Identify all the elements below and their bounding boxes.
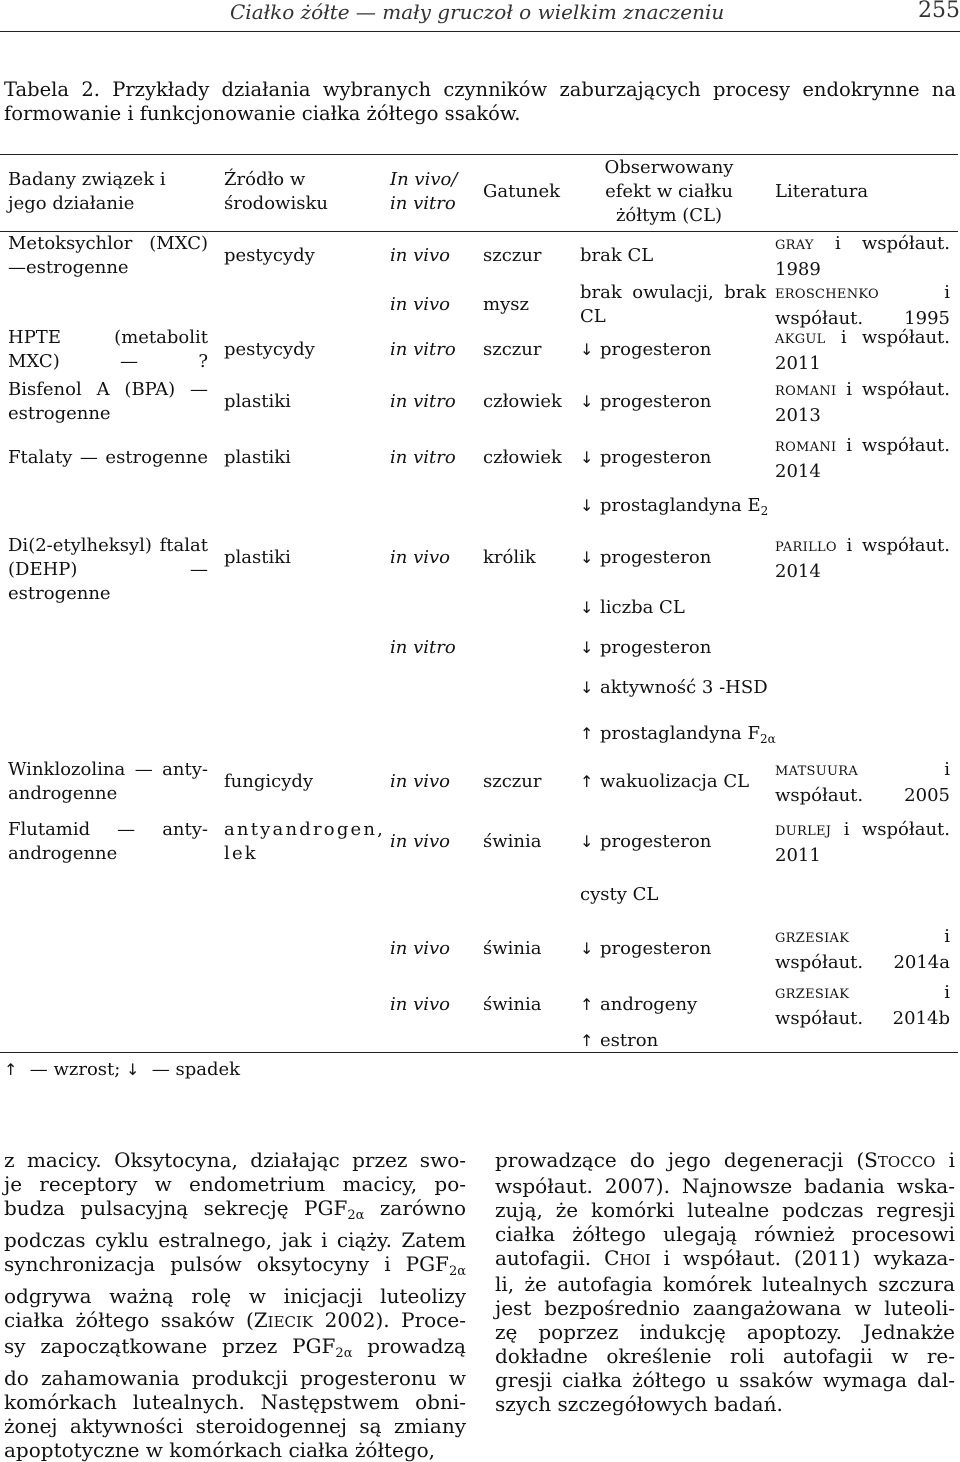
header-source: Źródło w środowisku [224,169,328,214]
cell-effect [580,390,711,414]
cell-species: szczur [483,339,542,360]
down-arrow-icon: ↓ [580,548,594,567]
effect-subscript: 2α [760,732,776,746]
cell-compound: Flutamid — anty-androgenne [8,819,208,864]
up-arrow-icon: ↑ [580,1031,594,1050]
table-top-rule [0,154,958,155]
literature-author: PARILLO [775,540,837,555]
literature-rest: i współaut. 1995 [775,282,950,329]
effect-text: brak owulacji, brak CL [580,282,766,327]
cell-source: fungicydy [224,771,314,792]
cell-literature [775,232,950,282]
effect-text: progesteron [600,391,712,412]
cell-species: świnia [483,938,542,959]
body-text-line: zują, że komórki lutealne podczas regresji [495,1198,955,1222]
cell-mode: in vivo [390,294,451,315]
body-text-line: budza pulsacyjną sekrecję $PGF_{2\alpha}$ zarówno [4,1196,466,1223]
header-invivo: In vivo/ in vitro [390,169,458,214]
cell-source: pestycydy [224,339,315,360]
cell-species: szczur [483,771,542,792]
cell-compound: Ftalaty — estrogenne [8,447,208,468]
cell-literature [775,281,950,331]
literature-rest: i współaut. 2011 [775,327,950,374]
up-arrow-icon: ↑ [580,724,594,743]
literature-rest: i współaut. 1989 [775,233,950,280]
up-arrow-icon: ↑ [4,1060,18,1079]
body-text-line: ciałka żółtego ulegają również procesowi [495,1222,955,1246]
header-species: Gatunek [483,181,561,202]
body-text-line: szych szczegółowych badań. [495,1392,783,1416]
down-arrow-icon: ↓ [580,939,594,958]
literature-rest: i współaut. 2011 [775,819,950,866]
cell-effect [580,993,697,1017]
cell-literature [775,326,950,376]
body-text-line: prowadzące do jego degeneracji (STOCCO i [495,1148,955,1172]
cell-effect [580,244,653,268]
cell-mode: in vitro [390,391,456,412]
literature-author: EROSCHENKO [775,287,880,302]
body-text-line: ciałka żółtego ssaków (ZIECIK 2002). Proce- [4,1308,466,1332]
body-text-line: jest bezpośrednio zaangażowana w luteoli- [495,1296,955,1320]
cell-literature [775,378,950,428]
effect-text: progesteron [600,831,712,852]
cell-mode: in vitro [390,637,456,658]
body-text-line: żonej aktywności steroidogennej są zmiany [4,1414,466,1438]
literature-author: ROMANI [775,384,837,399]
literature-rest: i współaut. 2013 [775,379,950,426]
body-text-line: zę poprzez indukcję apoptozy. Jednakże [495,1320,955,1344]
cell-mode: in vivo [390,938,451,959]
cell-effect [580,446,711,470]
effect-subscript: 2 [760,504,769,518]
header-effect: Obserwowany efekt w ciałku żółtym (CL) [604,157,734,226]
literature-author: GRZESIAK [775,987,850,1002]
down-arrow-icon: ↓ [580,832,594,851]
body-text-line: synchronizacja pulsów oksytocyny i $PGF_{2\alpha}$ [4,1252,466,1279]
body-text-line: sy zapoczątkowane przez $PGF_{2\alpha}$ prowadzą [4,1334,466,1361]
literature-author: AKGUL [775,332,826,347]
cell-literature [775,758,950,808]
down-arrow-icon: ↓ [126,1060,140,1079]
table-caption: Tabela 2. Przykłady działania wybranych czynników zaburzających procesy endokrynne na formowanie i funkcjonowanie ciałka żółtego ssaków. [4,78,956,125]
cell-effect [580,596,685,620]
body-text-line: gresji ciałka żółtego u ssaków wymaga dal- [495,1368,955,1392]
table-legend [4,1058,240,1082]
cell-compound: Metoksychlor (MXC) —estrogenne [8,233,208,278]
effect-text: progesteron [600,339,712,360]
table-bottom-rule [0,1052,958,1053]
cell-species: szczur [483,245,542,266]
cell-effect [580,676,768,700]
cell-effect [580,636,711,660]
effect-text: aktywność 3 -HSD [600,677,768,698]
literature-rest: i współaut. 2014 [775,435,950,482]
body-column-right [495,1148,957,1416]
effect-text: prostaglandyna E [600,495,761,516]
body-text-line: dokładne określenie roli autofagii w re- [495,1344,955,1368]
down-arrow-icon: ↓ [580,496,594,515]
cell-literature [775,925,950,975]
cell-literature [775,981,950,1031]
cell-mode: in vivo [390,245,451,266]
cell-effect [580,1029,658,1053]
effect-text: estron [600,1030,659,1051]
cell-compound: HPTE (metabolit MXC) — ? [8,327,208,372]
cell-effect [580,830,711,854]
cell-source: plastiki [224,547,291,568]
literature-author: GRAY [775,238,814,253]
body-text-line: odgrywa ważną rolę w inicjacji luteolizy [4,1284,466,1308]
up-arrow-icon: ↑ [580,772,594,791]
literature-author: MATSUURA [775,764,859,779]
body-text-line: autofagii. CHOI i współaut. (2011) wykaza- [495,1246,956,1270]
effect-text: progesteron [600,447,712,468]
cell-species: królik [483,547,536,568]
cell-effect [580,937,711,961]
body-text-line: je receptory w endometrium macicy, po- [4,1172,466,1196]
cell-species: mysz [483,294,529,315]
cell-effect [580,546,711,570]
body-text-line: podczas cyklu estralnego, jak i ciąży. Zatem [4,1228,466,1252]
body-text-line: komórkach lutealnych. Następstwem obni- [4,1390,466,1414]
cell-effect [580,770,749,794]
cell-literature [775,534,950,584]
cell-mode: in vitro [390,339,456,360]
cell-compound: Winklozolina — anty-androgenne [8,759,208,804]
body-text-line: z macicy. Oksytocyna, działając przez swo- [4,1148,466,1172]
cell-species: świnia [483,831,542,852]
body-text-line: apoptotyczne w komórkach ciałka żółtego, [4,1438,436,1462]
effect-text: progesteron [600,637,712,658]
literature-rest: i współaut. 2005 [775,759,950,806]
cell-mode: in vitro [390,447,456,468]
legend-up-text: — wzrost; [24,1059,127,1080]
body-text-line: li, że autofagia komórek lutealnych szczura [495,1272,955,1296]
cell-mode: in vivo [390,994,451,1015]
cell-species: człowiek [483,447,562,468]
effect-text: liczba CL [600,597,685,618]
cell-compound: Bisfenol A (BPA) — estrogenne [8,379,208,424]
page-number: 255 [918,0,960,23]
cell-literature [775,818,950,868]
down-arrow-icon: ↓ [580,678,594,697]
cell-species: człowiek [483,391,562,412]
literature-author: DURLEJ [775,824,832,839]
cell-effect [580,338,711,362]
cell-mode: in vivo [390,771,451,792]
cell-effect [580,281,766,329]
down-arrow-icon: ↓ [580,598,594,617]
body-text-line: współaut. 2007). Najnowsze badania wska- [495,1174,955,1198]
body-column-left [4,1148,466,1462]
cell-mode: in vivo [390,831,451,852]
cell-source: plastiki [224,391,291,412]
cell-compound: Di(2-etylheksyl) ftalat (DEHP) — estrogenne [8,535,208,604]
effect-text: wakuolizacja CL [600,771,750,792]
literature-rest: i współaut. 2014a [775,926,950,973]
cell-source: plastiki [224,447,291,468]
effect-text: progesteron [600,547,712,568]
up-arrow-icon: ↑ [580,995,594,1014]
literature-author: ROMANI [775,440,837,455]
effect-text: progesteron [600,938,712,959]
down-arrow-icon: ↓ [580,448,594,467]
header-compound: Badany związek i jego działanie [8,169,166,214]
literature-rest: i współaut. 2014b [775,982,950,1029]
body-text-line: do zahamowania produkcji progesteronu w [4,1366,466,1390]
legend-down-text: — spadek [146,1059,241,1080]
down-arrow-icon: ↓ [580,340,594,359]
cell-source: pestycydy [224,245,315,266]
effect-text: cysty CL [580,884,659,905]
down-arrow-icon: ↓ [580,638,594,657]
cell-effect [580,883,658,907]
down-arrow-icon: ↓ [580,392,594,411]
effect-text: androgeny [600,994,698,1015]
header-literature: Literatura [775,181,869,202]
effect-text: brak CL [580,245,654,266]
cell-literature [775,434,950,484]
running-title: Ciałko żółte — mały gruczoł o wielkim znaczeniu [230,0,725,24]
header-rule [0,31,960,32]
cell-effect [580,722,776,751]
literature-rest: i współaut. 2014 [775,535,950,582]
literature-author: GRZESIAK [775,931,850,946]
effect-text: prostaglandyna F [600,723,760,744]
cell-source: antyandrogen, lek [224,819,386,864]
cell-mode: in vivo [390,547,451,568]
cell-effect [580,494,768,523]
cell-species: świnia [483,994,542,1015]
